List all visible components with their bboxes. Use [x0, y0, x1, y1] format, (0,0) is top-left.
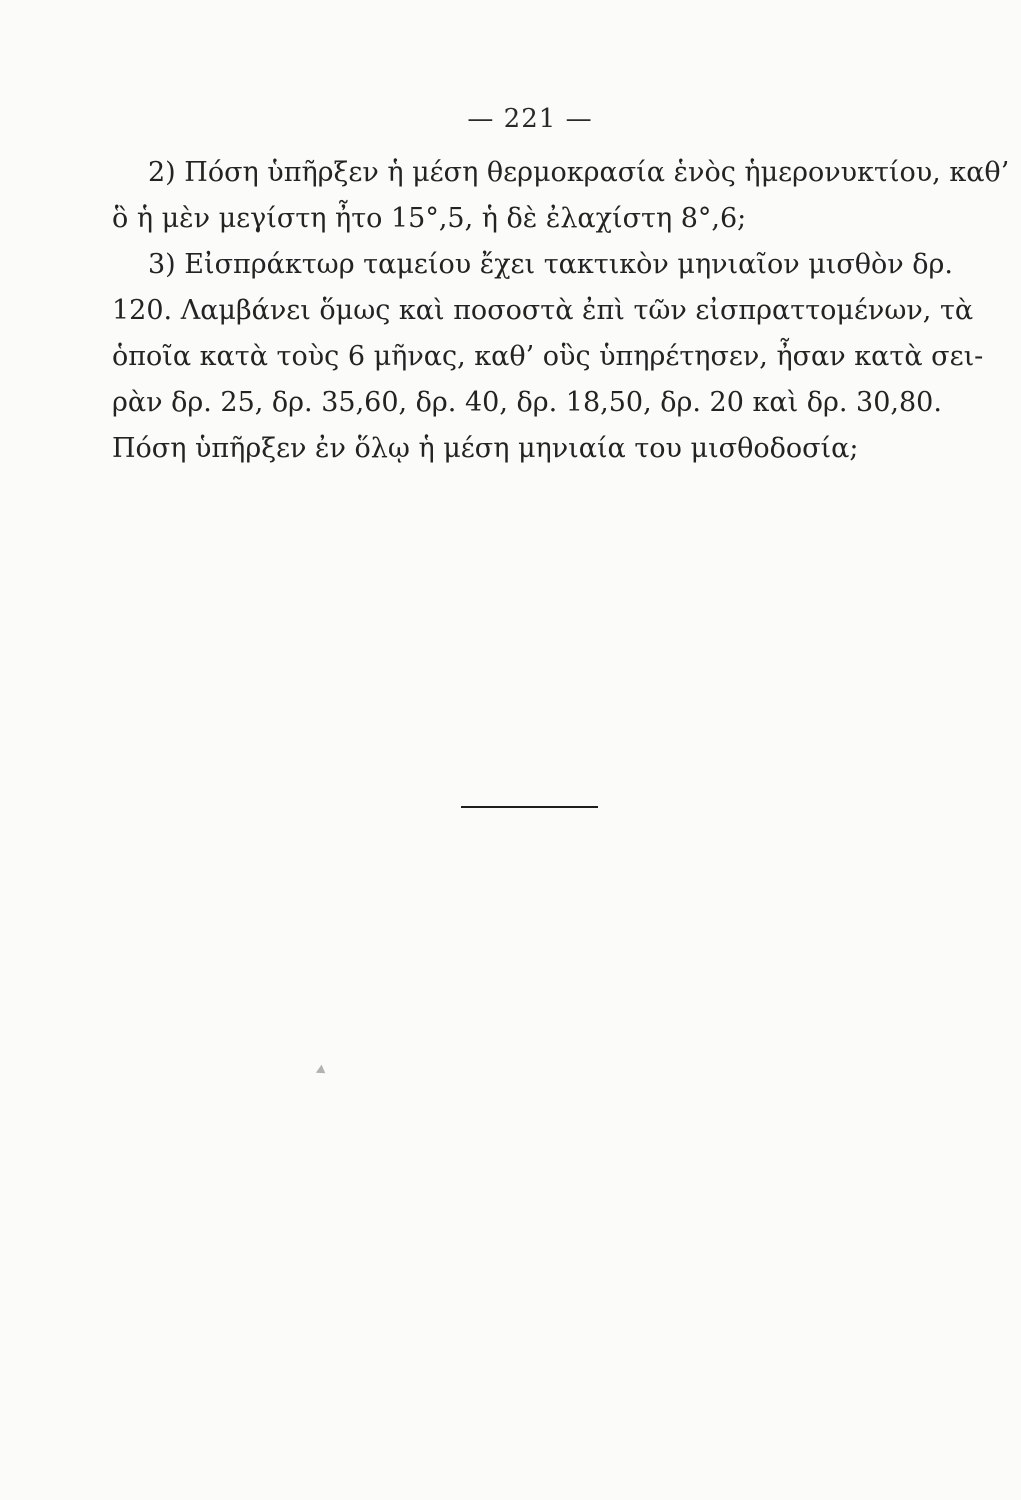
text-line: 120. Λαμβάνει ὅμως καὶ ποσοστὰ ἐπὶ τῶν εἰσπραττομένων, τὰ: [112, 295, 974, 326]
text-line: Πόση ὑπῆρξεν ἐν ὅλῳ ἡ μέση μηνιαία του μισθοδοσία;: [112, 433, 859, 464]
text-line: 3) Εἰσπράκτωρ ταμείου ἔχει τακτικὸν μηνιαῖον μισθὸν δρ.: [148, 249, 953, 280]
section-divider: [461, 806, 598, 808]
text-line: ὁποῖα κατὰ τοὺς 6 μῆνας, καθ’ οὓς ὑπηρέτησεν, ἦσαν κατὰ σει-: [112, 341, 984, 372]
page-number: — 221 —: [467, 104, 593, 134]
text-line: 2) Πόση ὑπῆρξεν ἡ μέση θερμοκρασία ἑνὸς ἡμερονυκτίου, καθ’: [148, 157, 1010, 188]
paper-speck-mark: [316, 1065, 328, 1078]
text-line: ρὰν δρ. 25, δρ. 35,60, δρ. 40, δρ. 18,50, δρ. 20 καὶ δρ. 30,80.: [112, 387, 942, 418]
exercise-text: [112, 150, 1010, 472]
text-line: ὃ ἡ μὲν μεγίστη ἦτο 15°,5, ἡ δὲ ἐλαχίστη 8°,6;: [112, 203, 747, 234]
